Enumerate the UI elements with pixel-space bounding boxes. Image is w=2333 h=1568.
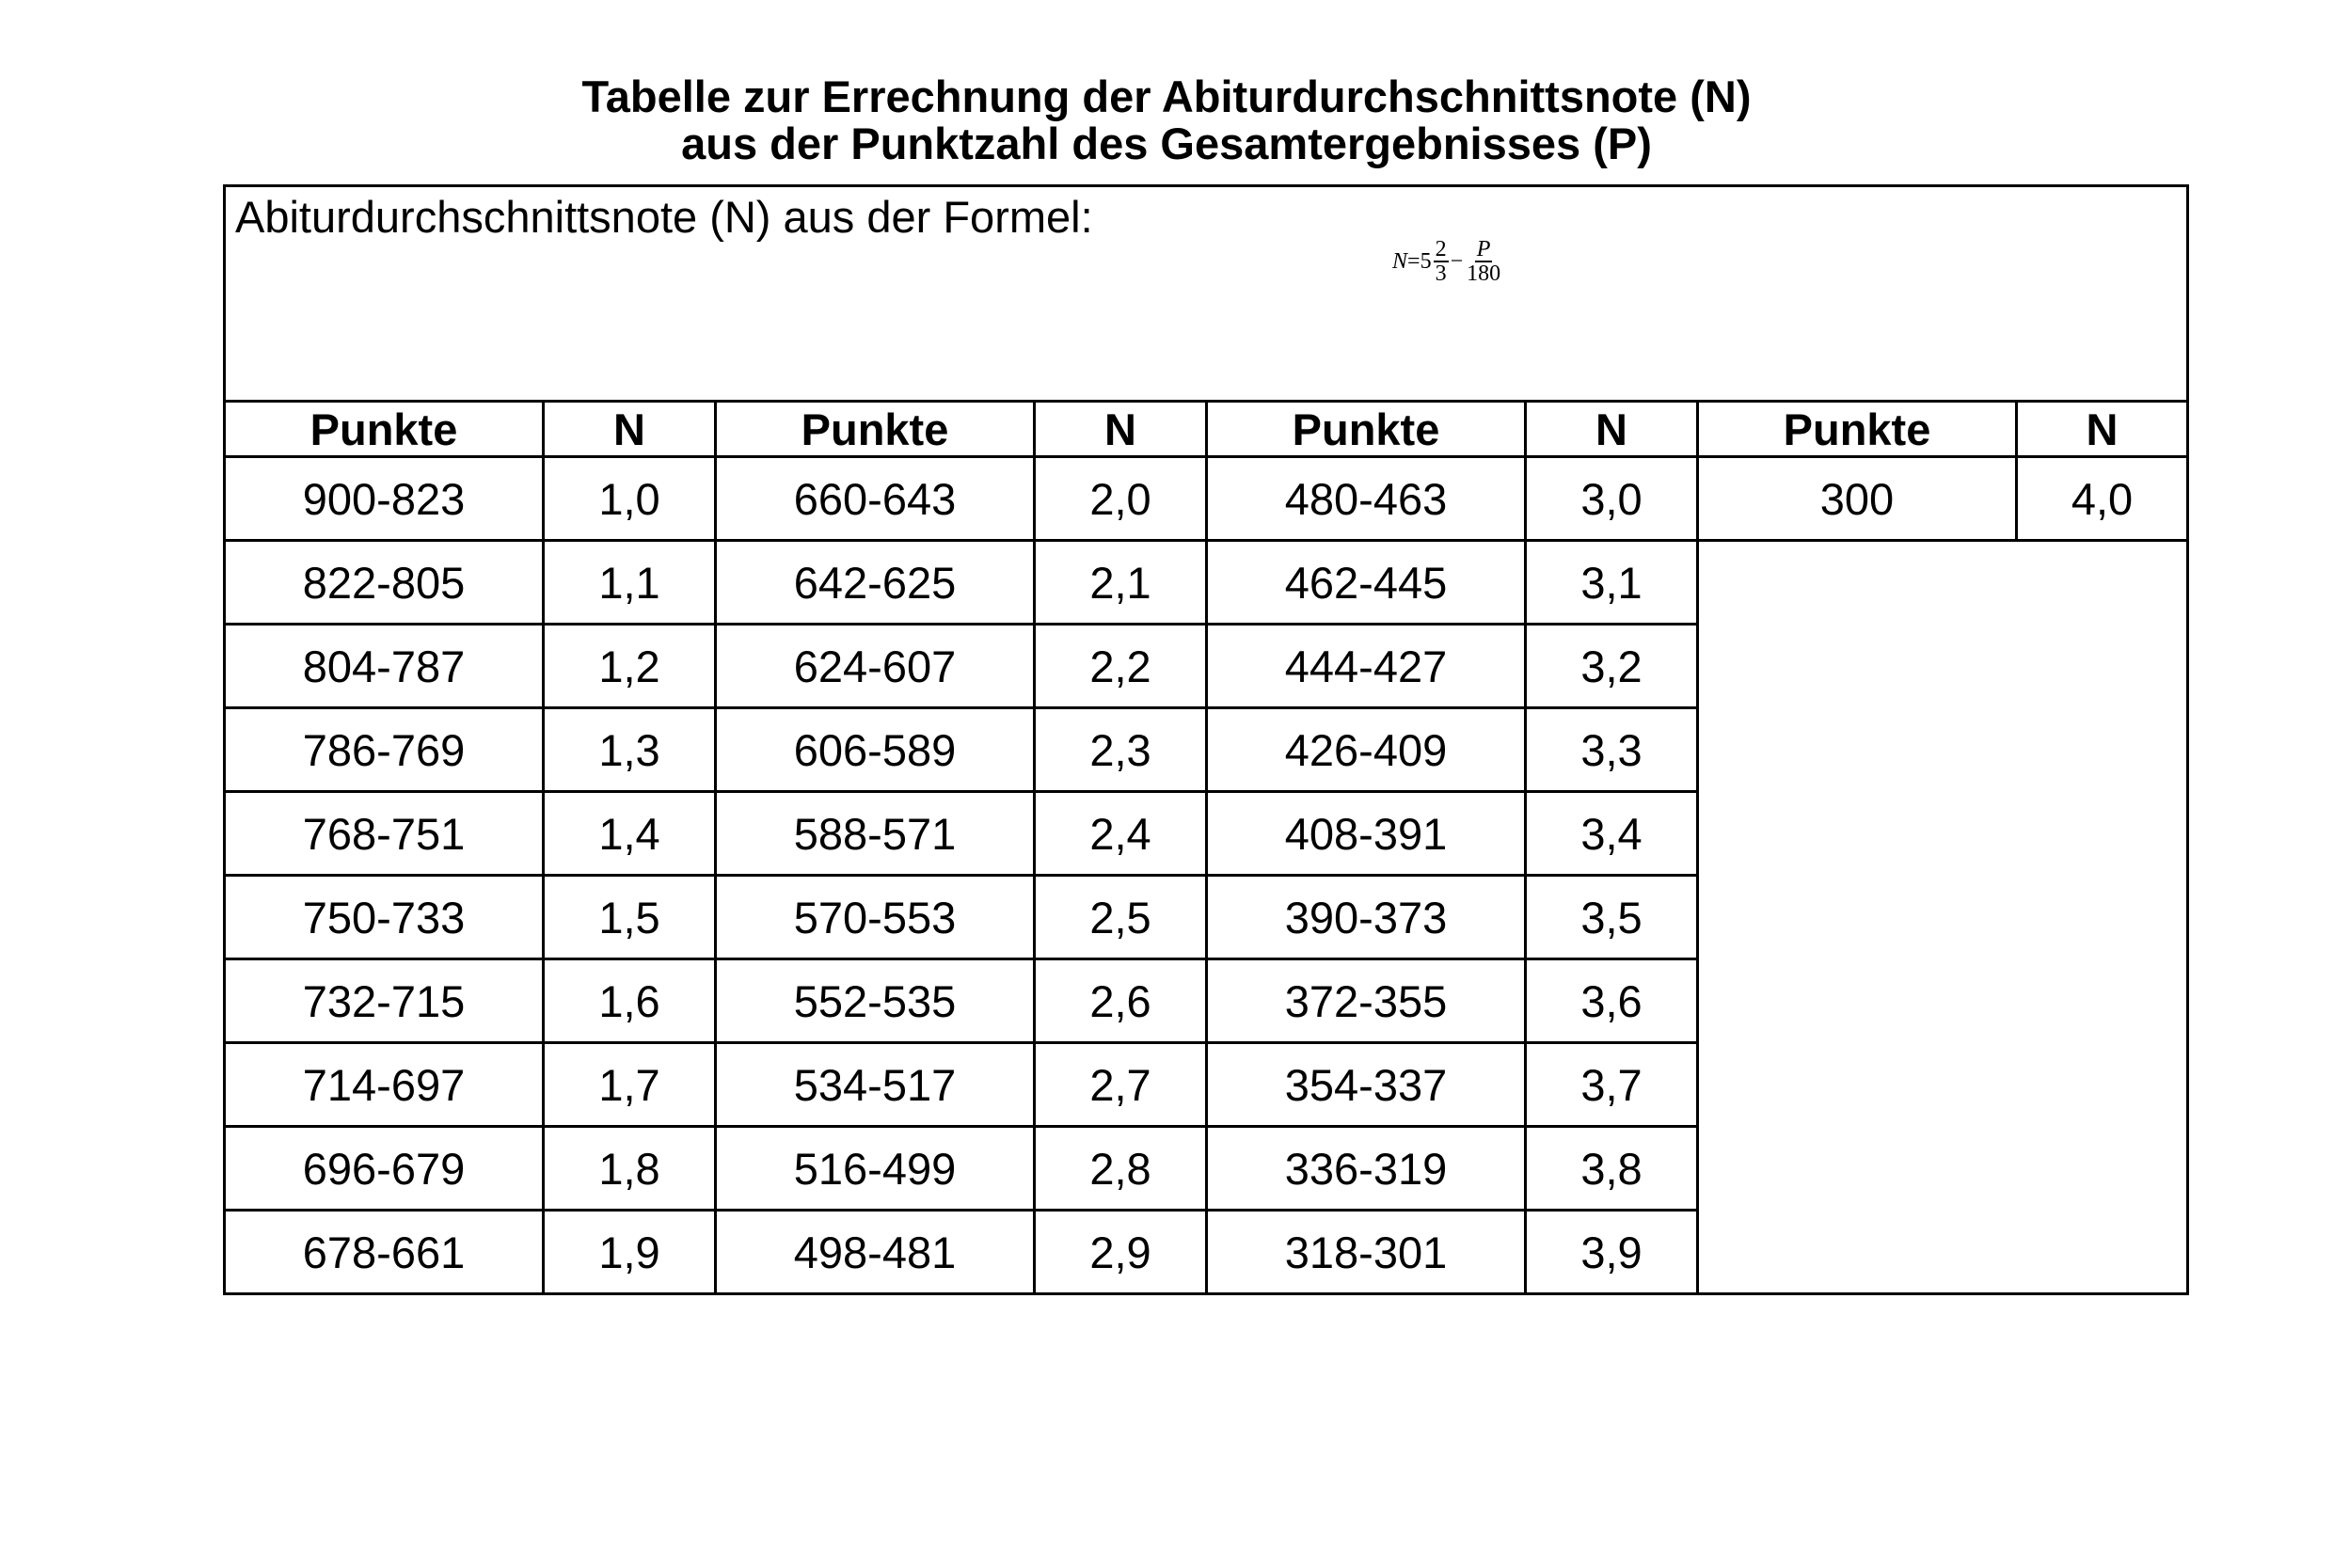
grade-table [223,184,2189,1295]
formula-lhs: N [1392,248,1408,274]
header-row [225,402,2188,457]
points-cell: 588-571 [716,792,1035,876]
formula-eq: = [1407,248,1420,274]
grade-cell: 2,4 [1035,792,1207,876]
points-cell: 786-769 [225,708,544,792]
grade-cell: 1,3 [544,708,716,792]
document-title [0,73,2333,167]
grade-cell: 2,6 [1035,959,1207,1043]
points-cell: 462-445 [1207,541,1526,625]
grade-cell: 3,3 [1526,708,1698,792]
formula-minus: − [1450,248,1464,274]
empty-block [1698,541,2188,1294]
grade-cell: 2,7 [1035,1043,1207,1127]
formula-row [225,186,2188,402]
points-cell: 660-643 [716,457,1035,541]
points-cell: 678-661 [225,1211,544,1294]
fraction-2-numerator: P [1476,237,1491,261]
points-cell: 732-715 [225,959,544,1043]
grade-cell: 1,8 [544,1127,716,1211]
points-cell: 354-337 [1207,1043,1526,1127]
table-row [225,541,2188,625]
formula-cell [225,186,2188,402]
column-header: Punkte [1207,402,1526,457]
fraction-1-numerator: 2 [1435,237,1447,261]
grade-cell: 2,3 [1035,708,1207,792]
points-cell: 534-517 [716,1043,1035,1127]
points-cell: 552-535 [716,959,1035,1043]
points-cell: 498-481 [716,1211,1035,1294]
points-cell: 570-553 [716,876,1035,959]
points-cell: 804-787 [225,625,544,708]
grade-cell: 3,8 [1526,1127,1698,1211]
formula-fraction-1 [1434,238,1449,285]
points-cell: 516-499 [716,1127,1035,1211]
formula-label: Abiturdurchschnittsnote (N) aus der Formel: [235,192,1093,242]
formula-whole: 5 [1420,248,1432,274]
grade-cell: 2,2 [1035,625,1207,708]
grade-cell: 2,1 [1035,541,1207,625]
points-cell: 624-607 [716,625,1035,708]
column-header: Punkte [1698,402,2017,457]
grade-cell: 4,0 [2017,457,2188,541]
grade-cell: 3,5 [1526,876,1698,959]
column-header: N [2017,402,2188,457]
grade-cell: 3,0 [1526,457,1698,541]
column-header: Punkte [225,402,544,457]
grade-cell: 1,0 [544,457,716,541]
points-cell: 444-427 [1207,625,1526,708]
points-cell: 696-679 [225,1127,544,1211]
grade-cell: 1,5 [544,876,716,959]
fraction-2-denominator: 180 [1467,261,1501,286]
grade-cell: 3,1 [1526,541,1698,625]
column-header: Punkte [716,402,1035,457]
grade-cell: 1,6 [544,959,716,1043]
grade-cell: 2,8 [1035,1127,1207,1211]
points-cell: 480-463 [1207,457,1526,541]
points-cell: 606-589 [716,708,1035,792]
formula [1392,238,1504,285]
grade-cell: 1,7 [544,1043,716,1127]
points-cell: 900-823 [225,457,544,541]
points-cell: 372-355 [1207,959,1526,1043]
grade-cell: 2,0 [1035,457,1207,541]
grade-cell: 3,6 [1526,959,1698,1043]
points-cell: 408-391 [1207,792,1526,876]
points-cell: 642-625 [716,541,1035,625]
grade-cell: 1,1 [544,541,716,625]
points-cell: 714-697 [225,1043,544,1127]
title-line-2: aus der Punktzahl des Gesamtergebnisses (P) [681,119,1652,168]
points-cell: 750-733 [225,876,544,959]
points-cell: 336-319 [1207,1127,1526,1211]
grade-cell: 1,4 [544,792,716,876]
grade-cell: 1,2 [544,625,716,708]
fraction-1-denominator: 3 [1435,261,1447,286]
grade-cell: 3,7 [1526,1043,1698,1127]
title-line-1: Tabelle zur Errechnung der Abiturdurchschnittsnote (N) [581,71,1752,121]
table-row [225,457,2188,541]
grade-cell: 3,4 [1526,792,1698,876]
column-header: N [1526,402,1698,457]
points-cell: 822-805 [225,541,544,625]
points-cell: 426-409 [1207,708,1526,792]
column-header: N [544,402,716,457]
grade-cell: 2,9 [1035,1211,1207,1294]
points-cell: 300 [1698,457,2017,541]
column-header: N [1035,402,1207,457]
formula-fraction-2 [1465,238,1502,285]
points-cell: 390-373 [1207,876,1526,959]
points-cell: 318-301 [1207,1211,1526,1294]
grade-cell: 3,9 [1526,1211,1698,1294]
grade-cell: 2,5 [1035,876,1207,959]
points-cell: 768-751 [225,792,544,876]
grade-cell: 3,2 [1526,625,1698,708]
grade-cell: 1,9 [544,1211,716,1294]
